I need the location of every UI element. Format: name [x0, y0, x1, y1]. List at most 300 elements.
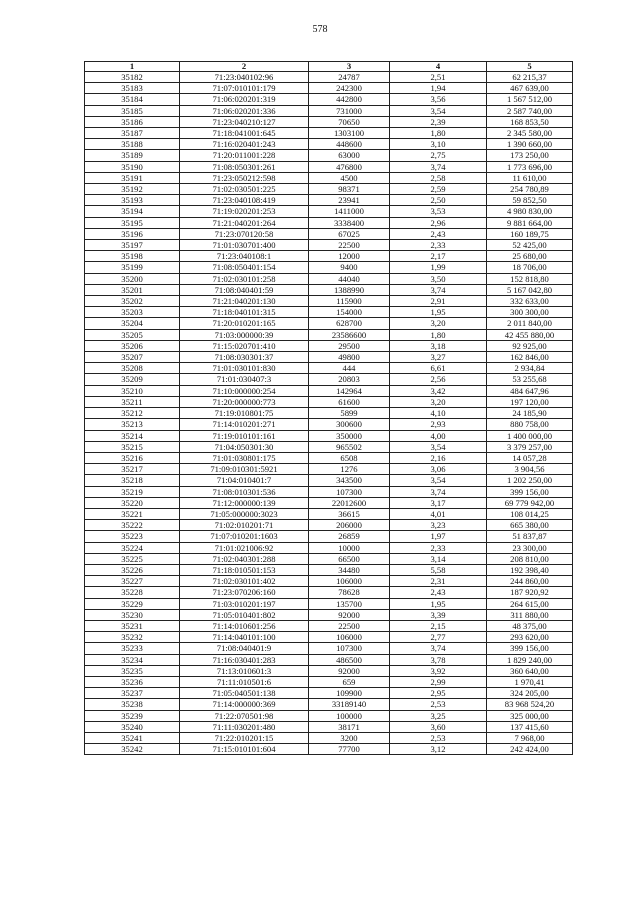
row-number-cell: 35210: [85, 385, 180, 396]
area-cell: 300600: [309, 419, 390, 430]
table-row: [85, 240, 573, 251]
cadastral-number-cell: 71:12:000000:139: [180, 497, 309, 508]
value-cell: 2 345 580,00: [487, 128, 573, 139]
row-number-cell: 35240: [85, 721, 180, 732]
row-number-cell: 35187: [85, 128, 180, 139]
value-cell: 92 925,00: [487, 340, 573, 351]
table-row: [85, 654, 573, 665]
table-row: [85, 363, 573, 374]
value-cell: 192 398,40: [487, 564, 573, 575]
row-number-cell: 35198: [85, 251, 180, 262]
table-row: [85, 744, 573, 755]
table-row: [85, 396, 573, 407]
row-number-cell: 35230: [85, 609, 180, 620]
row-number-cell: 35185: [85, 105, 180, 116]
table-row: [85, 475, 573, 486]
area-cell: 22012600: [309, 497, 390, 508]
area-cell: 628700: [309, 318, 390, 329]
value-cell: 83 968 524,20: [487, 699, 573, 710]
table-row: [85, 329, 573, 340]
table-row: [85, 284, 573, 295]
area-cell: 1388990: [309, 284, 390, 295]
cadastral-number-cell: 71:02:010201:71: [180, 520, 309, 531]
area-cell: 659: [309, 676, 390, 687]
cadastral-number-cell: 71:08:030301:37: [180, 352, 309, 363]
cadastral-number-cell: 71:08:050401:154: [180, 262, 309, 273]
table-row: [85, 139, 573, 150]
value-cell: 108 014,25: [487, 508, 573, 519]
area-cell: 106000: [309, 632, 390, 643]
value-cell: 18 706,00: [487, 262, 573, 273]
rate-cell: 3,54: [390, 441, 487, 452]
value-cell: 1 400 000,00: [487, 430, 573, 441]
rate-cell: 2,39: [390, 116, 487, 127]
rate-cell: 2,56: [390, 374, 487, 385]
table-row: [85, 374, 573, 385]
row-number-cell: 35236: [85, 676, 180, 687]
value-cell: 1 567 512,00: [487, 94, 573, 105]
area-cell: 34480: [309, 564, 390, 575]
table-row: [85, 184, 573, 195]
row-number-cell: 35207: [85, 352, 180, 363]
rate-cell: 2,33: [390, 542, 487, 553]
row-number-cell: 35208: [85, 363, 180, 374]
row-number-cell: 35204: [85, 318, 180, 329]
value-cell: 168 853,50: [487, 116, 573, 127]
area-cell: 78628: [309, 587, 390, 598]
rate-cell: 1,80: [390, 128, 487, 139]
cadastral-number-cell: 71:01:030101:830: [180, 363, 309, 374]
value-cell: 399 156,00: [487, 643, 573, 654]
value-cell: 173 250,00: [487, 150, 573, 161]
row-number-cell: 35184: [85, 94, 180, 105]
rate-cell: 3,54: [390, 105, 487, 116]
table-row: [85, 587, 573, 598]
value-cell: 242 424,00: [487, 744, 573, 755]
row-number-cell: 35234: [85, 654, 180, 665]
row-number-cell: 35242: [85, 744, 180, 755]
value-cell: 197 120,00: [487, 396, 573, 407]
area-cell: 115900: [309, 296, 390, 307]
rate-cell: 2,75: [390, 150, 487, 161]
cadastral-number-cell: 71:20:000000:773: [180, 396, 309, 407]
row-number-cell: 35200: [85, 273, 180, 284]
cadastral-number-cell: 71:03:010201:197: [180, 598, 309, 609]
rate-cell: 2,91: [390, 296, 487, 307]
row-number-cell: 35186: [85, 116, 180, 127]
rate-cell: 3,50: [390, 273, 487, 284]
area-cell: 107300: [309, 643, 390, 654]
value-cell: 9 881 664,00: [487, 217, 573, 228]
value-cell: 160 189,75: [487, 228, 573, 239]
rate-cell: 3,18: [390, 340, 487, 351]
value-cell: 360 640,00: [487, 665, 573, 676]
value-cell: 51 837,87: [487, 531, 573, 542]
row-number-cell: 35218: [85, 475, 180, 486]
value-cell: 1 390 660,00: [487, 139, 573, 150]
table-row: [85, 217, 573, 228]
table-row: [85, 676, 573, 687]
row-number-cell: 35202: [85, 296, 180, 307]
cadastral-number-cell: 71:10:000000:254: [180, 385, 309, 396]
cadastral-number-cell: 71:01:021006:92: [180, 542, 309, 553]
value-cell: 1 829 240,00: [487, 654, 573, 665]
rate-cell: 5,58: [390, 564, 487, 575]
rate-cell: 3,92: [390, 665, 487, 676]
cadastral-number-cell: 71:14:010201:271: [180, 419, 309, 430]
area-cell: 965502: [309, 441, 390, 452]
rate-cell: 2,43: [390, 228, 487, 239]
area-cell: 66500: [309, 553, 390, 564]
row-number-cell: 35239: [85, 710, 180, 721]
row-number-cell: 35206: [85, 340, 180, 351]
row-number-cell: 35231: [85, 620, 180, 631]
area-cell: 242300: [309, 83, 390, 94]
value-cell: 325 000,00: [487, 710, 573, 721]
cadastral-number-cell: 71:18:040101:315: [180, 307, 309, 318]
row-number-cell: 35224: [85, 542, 180, 553]
cadastral-number-cell: 71:08:050301:261: [180, 161, 309, 172]
cadastral-number-cell: 71:20:010201:165: [180, 318, 309, 329]
row-number-cell: 35216: [85, 452, 180, 463]
table-row: [85, 464, 573, 475]
row-number-cell: 35238: [85, 699, 180, 710]
table-row: [85, 172, 573, 183]
area-cell: 107300: [309, 486, 390, 497]
value-cell: 300 300,00: [487, 307, 573, 318]
cadastral-number-cell: 71:22:010201:15: [180, 732, 309, 743]
area-cell: 24787: [309, 72, 390, 83]
row-number-cell: 35199: [85, 262, 180, 273]
area-cell: 154000: [309, 307, 390, 318]
value-cell: 25 680,00: [487, 251, 573, 262]
rate-cell: 2,33: [390, 240, 487, 251]
row-number-cell: 35220: [85, 497, 180, 508]
table-row: [85, 340, 573, 351]
rate-cell: 2,59: [390, 184, 487, 195]
cadastral-number-cell: 71:09:010301:5921: [180, 464, 309, 475]
rate-cell: 3,20: [390, 318, 487, 329]
row-number-cell: 35217: [85, 464, 180, 475]
rate-cell: 1,95: [390, 598, 487, 609]
value-cell: 52 425,00: [487, 240, 573, 251]
value-cell: 1 202 250,00: [487, 475, 573, 486]
value-cell: 324 205,00: [487, 688, 573, 699]
value-cell: 53 255,68: [487, 374, 573, 385]
rate-cell: 4,00: [390, 430, 487, 441]
column-header-1: 1: [85, 62, 180, 72]
area-cell: 22500: [309, 240, 390, 251]
cadastral-number-cell: 71:08:010301:536: [180, 486, 309, 497]
rate-cell: 1,97: [390, 531, 487, 542]
rate-cell: 3,14: [390, 553, 487, 564]
value-cell: 48 375,00: [487, 620, 573, 631]
table-row: [85, 441, 573, 452]
rate-cell: 3,42: [390, 385, 487, 396]
value-cell: 254 780,89: [487, 184, 573, 195]
row-number-cell: 35190: [85, 161, 180, 172]
area-cell: 106000: [309, 576, 390, 587]
area-cell: 5899: [309, 408, 390, 419]
table-row: [85, 452, 573, 463]
table-row: [85, 643, 573, 654]
cadastral-number-cell: 71:06:020201:336: [180, 105, 309, 116]
value-cell: 293 620,00: [487, 632, 573, 643]
table-row: [85, 228, 573, 239]
rate-cell: 3,20: [390, 396, 487, 407]
row-number-cell: 35201: [85, 284, 180, 295]
cadastral-number-cell: 71:07:010101:179: [180, 83, 309, 94]
value-cell: 2 934,84: [487, 363, 573, 374]
rate-cell: 2,17: [390, 251, 487, 262]
cadastral-number-cell: 71:05:000000:3023: [180, 508, 309, 519]
cadastral-number-cell: 71:19:020201:253: [180, 206, 309, 217]
row-number-cell: 35229: [85, 598, 180, 609]
cadastral-number-cell: 71:23:070206:160: [180, 587, 309, 598]
cadastral-number-cell: 71:19:010801:75: [180, 408, 309, 419]
area-cell: 135700: [309, 598, 390, 609]
table-row: [85, 721, 573, 732]
cadastral-number-cell: 71:08:040401:59: [180, 284, 309, 295]
rate-cell: 3,53: [390, 206, 487, 217]
area-cell: 3200: [309, 732, 390, 743]
value-cell: 1 773 696,00: [487, 161, 573, 172]
area-cell: 98371: [309, 184, 390, 195]
cadastral-number-cell: 71:14:040101:100: [180, 632, 309, 643]
table-row: [85, 318, 573, 329]
area-cell: 44040: [309, 273, 390, 284]
value-cell: 23 300,00: [487, 542, 573, 553]
row-number-cell: 35212: [85, 408, 180, 419]
table-row: [85, 576, 573, 587]
area-cell: 444: [309, 363, 390, 374]
cadastral-number-cell: 71:23:050212:598: [180, 172, 309, 183]
rate-cell: 2,58: [390, 172, 487, 183]
cadastral-number-cell: 71:05:010401:802: [180, 609, 309, 620]
table-row: [85, 195, 573, 206]
area-cell: 109900: [309, 688, 390, 699]
area-cell: 442800: [309, 94, 390, 105]
value-cell: 208 810,00: [487, 553, 573, 564]
area-cell: 20803: [309, 374, 390, 385]
area-cell: 9400: [309, 262, 390, 273]
rate-cell: 4,10: [390, 408, 487, 419]
table-row: [85, 128, 573, 139]
rate-cell: 1,80: [390, 329, 487, 340]
row-number-cell: 35233: [85, 643, 180, 654]
page-number: 578: [312, 24, 328, 35]
value-cell: 244 860,00: [487, 576, 573, 587]
rate-cell: 1,94: [390, 83, 487, 94]
area-cell: 343500: [309, 475, 390, 486]
value-cell: 2 011 840,00: [487, 318, 573, 329]
rate-cell: 3,54: [390, 475, 487, 486]
row-number-cell: 35192: [85, 184, 180, 195]
table-row: [85, 105, 573, 116]
rate-cell: 2,16: [390, 452, 487, 463]
rate-cell: 2,15: [390, 620, 487, 631]
value-cell: 2 587 740,00: [487, 105, 573, 116]
area-cell: 476800: [309, 161, 390, 172]
area-cell: 33189140: [309, 699, 390, 710]
table-row: [85, 688, 573, 699]
table-row: [85, 206, 573, 217]
table-row: [85, 542, 573, 553]
cadastral-number-cell: 71:23:040108:419: [180, 195, 309, 206]
rate-cell: 3,27: [390, 352, 487, 363]
table-row: [85, 251, 573, 262]
table-row: [85, 553, 573, 564]
row-number-cell: 35191: [85, 172, 180, 183]
cadastral-number-cell: 71:01:030801:175: [180, 452, 309, 463]
value-cell: 3 379 257,00: [487, 441, 573, 452]
area-cell: 22500: [309, 620, 390, 631]
cadastral-number-cell: 71:01:030407:3: [180, 374, 309, 385]
area-cell: 448600: [309, 139, 390, 150]
table-row: [85, 307, 573, 318]
cadastral-number-cell: 71:14:000000:369: [180, 699, 309, 710]
area-cell: 38171: [309, 721, 390, 732]
row-number-cell: 35226: [85, 564, 180, 575]
cadastral-number-cell: 71:23:040108:1: [180, 251, 309, 262]
value-cell: 467 639,00: [487, 83, 573, 94]
area-cell: 1303100: [309, 128, 390, 139]
area-cell: 1276: [309, 464, 390, 475]
table-row: [85, 665, 573, 676]
row-number-cell: 35241: [85, 732, 180, 743]
rate-cell: 3,74: [390, 643, 487, 654]
data-table: [84, 61, 573, 755]
value-cell: 880 758,00: [487, 419, 573, 430]
value-cell: 332 633,00: [487, 296, 573, 307]
row-number-cell: 35219: [85, 486, 180, 497]
row-number-cell: 35209: [85, 374, 180, 385]
area-cell: 49800: [309, 352, 390, 363]
rate-cell: 3,10: [390, 139, 487, 150]
value-cell: 7 968,00: [487, 732, 573, 743]
area-cell: 70650: [309, 116, 390, 127]
value-cell: 3 904,56: [487, 464, 573, 475]
value-cell: 24 185,90: [487, 408, 573, 419]
value-cell: 11 610,00: [487, 172, 573, 183]
rate-cell: 2,77: [390, 632, 487, 643]
row-number-cell: 35215: [85, 441, 180, 452]
area-cell: 3338400: [309, 217, 390, 228]
table-row: [85, 609, 573, 620]
row-number-cell: 35203: [85, 307, 180, 318]
rate-cell: 2,93: [390, 419, 487, 430]
table-row: [85, 732, 573, 743]
row-number-cell: 35223: [85, 531, 180, 542]
table-row: [85, 116, 573, 127]
row-number-cell: 35237: [85, 688, 180, 699]
value-cell: 137 415,60: [487, 721, 573, 732]
table-row: [85, 620, 573, 631]
column-header-5: 5: [487, 62, 573, 72]
row-number-cell: 35211: [85, 396, 180, 407]
area-cell: 77700: [309, 744, 390, 755]
rate-cell: 2,99: [390, 676, 487, 687]
rate-cell: 3,17: [390, 497, 487, 508]
rate-cell: 3,74: [390, 161, 487, 172]
cadastral-number-cell: 71:02:040301:288: [180, 553, 309, 564]
area-cell: 1411000: [309, 206, 390, 217]
area-cell: 63000: [309, 150, 390, 161]
rate-cell: 3,06: [390, 464, 487, 475]
table-row: [85, 531, 573, 542]
row-number-cell: 35221: [85, 508, 180, 519]
table-row: [85, 161, 573, 172]
area-cell: 67025: [309, 228, 390, 239]
value-cell: 4 980 830,00: [487, 206, 573, 217]
rate-cell: 3,56: [390, 94, 487, 105]
column-header-3: 3: [309, 62, 390, 72]
cadastral-number-cell: 71:23:040102:96: [180, 72, 309, 83]
cadastral-number-cell: 71:04:010401:7: [180, 475, 309, 486]
cadastral-number-cell: 71:18:041001:645: [180, 128, 309, 139]
value-cell: 5 167 042,80: [487, 284, 573, 295]
cadastral-number-cell: 71:16:030401:283: [180, 654, 309, 665]
area-cell: 36615: [309, 508, 390, 519]
rate-cell: 1,95: [390, 307, 487, 318]
value-cell: 484 647,96: [487, 385, 573, 396]
area-cell: 142964: [309, 385, 390, 396]
row-number-cell: 35193: [85, 195, 180, 206]
column-header-2: 2: [180, 62, 309, 72]
table-row: [85, 94, 573, 105]
table-body: [85, 72, 573, 755]
cadastral-number-cell: 71:20:011001:228: [180, 150, 309, 161]
value-cell: 1 970,41: [487, 676, 573, 687]
row-number-cell: 35232: [85, 632, 180, 643]
value-cell: 152 818,80: [487, 273, 573, 284]
area-cell: 29500: [309, 340, 390, 351]
cadastral-number-cell: 71:21:040201:130: [180, 296, 309, 307]
table-row: [85, 598, 573, 609]
cadastral-number-cell: 71:03:000000:39: [180, 329, 309, 340]
area-cell: 23586600: [309, 329, 390, 340]
row-number-cell: 35197: [85, 240, 180, 251]
cadastral-number-cell: 71:07:010201:1603: [180, 531, 309, 542]
row-number-cell: 35182: [85, 72, 180, 83]
cadastral-number-cell: 71:13:010601:3: [180, 665, 309, 676]
table-row: [85, 385, 573, 396]
table-row: [85, 83, 573, 94]
value-cell: 62 215,37: [487, 72, 573, 83]
cadastral-number-cell: 71:08:040401:9: [180, 643, 309, 654]
rate-cell: 3,74: [390, 486, 487, 497]
value-cell: 59 852,50: [487, 195, 573, 206]
value-cell: 187 920,92: [487, 587, 573, 598]
area-cell: 61600: [309, 396, 390, 407]
rate-cell: 2,31: [390, 576, 487, 587]
table-row: [85, 508, 573, 519]
cadastral-number-cell: 71:14:010601:256: [180, 620, 309, 631]
area-cell: 23941: [309, 195, 390, 206]
table-row: [85, 520, 573, 531]
value-cell: 69 779 942,00: [487, 497, 573, 508]
table-row: [85, 352, 573, 363]
rate-cell: 3,39: [390, 609, 487, 620]
table-row: [85, 296, 573, 307]
rate-cell: 3,74: [390, 284, 487, 295]
rate-cell: 2,96: [390, 217, 487, 228]
cadastral-number-cell: 71:15:010101:604: [180, 744, 309, 755]
rate-cell: 2,51: [390, 72, 487, 83]
rate-cell: 2,53: [390, 699, 487, 710]
table-row: [85, 699, 573, 710]
value-cell: 162 846,00: [487, 352, 573, 363]
